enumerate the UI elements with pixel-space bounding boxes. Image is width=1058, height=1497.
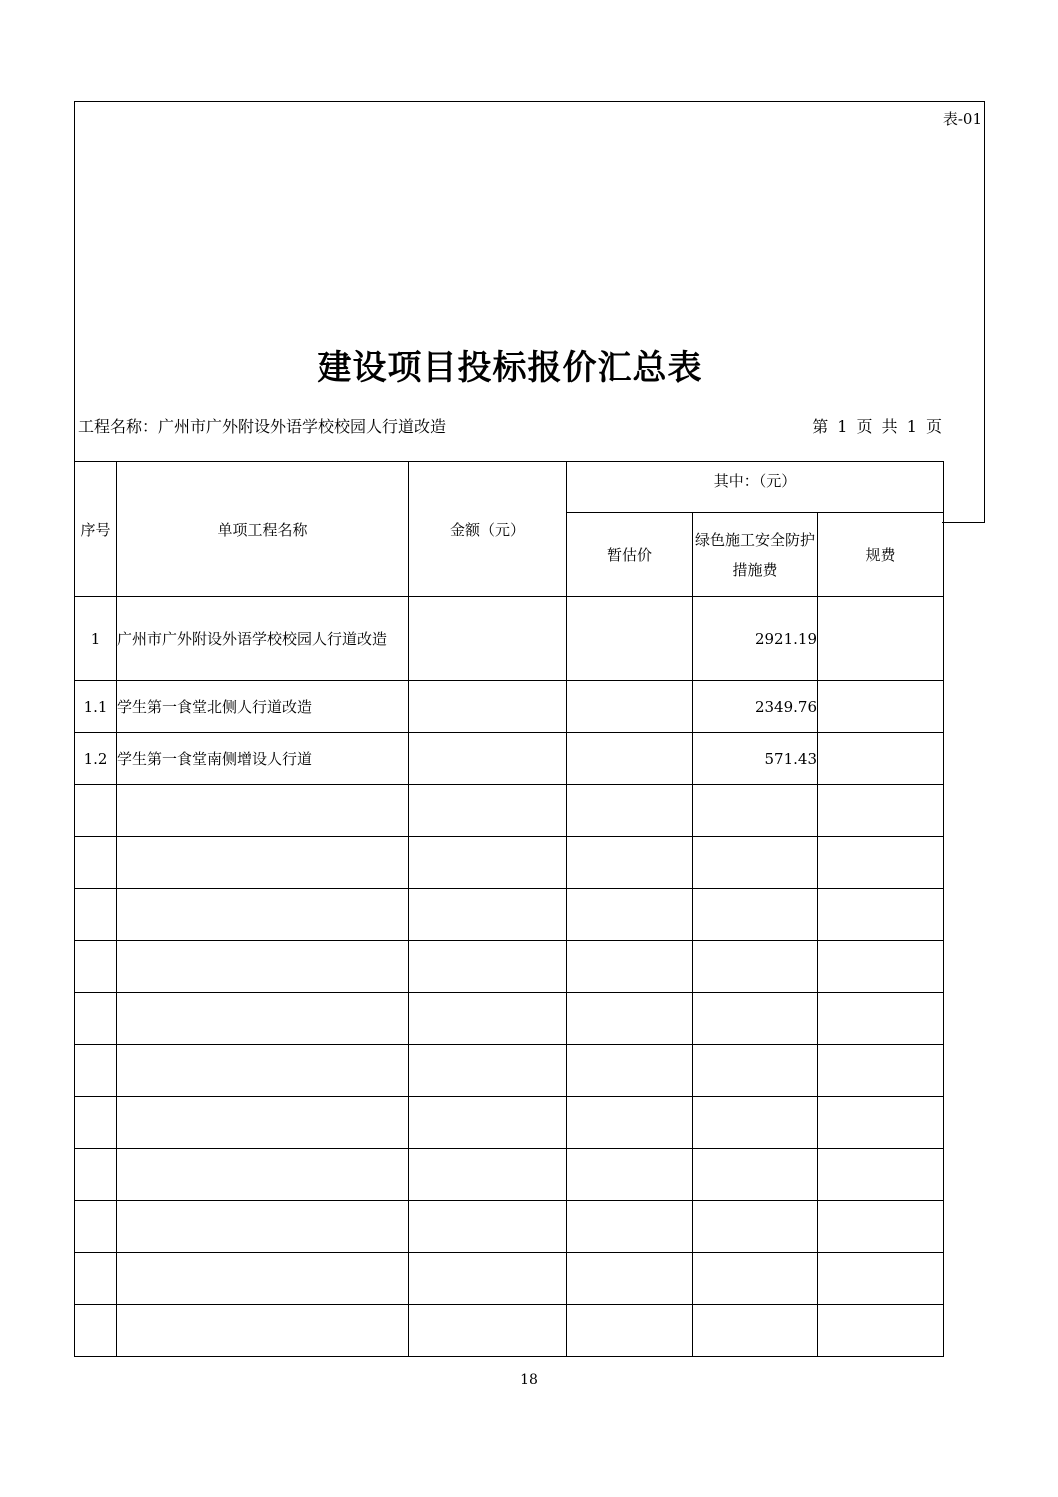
header-green-safety: 绿色施工安全防护措施费 [693,513,818,597]
cell-name [117,889,409,941]
cell-fees [818,785,944,837]
cell-green-safety [693,1201,818,1253]
cell-name [117,1097,409,1149]
cell-provisional [567,1045,693,1097]
cell-fees [818,1305,944,1357]
cell-fees [818,1201,944,1253]
header-provisional: 暂估价 [567,513,693,597]
cell-seq [75,785,117,837]
cell-provisional [567,597,693,681]
cell-green-safety [693,993,818,1045]
table-row [75,733,944,785]
cell-provisional [567,1305,693,1357]
cell-green-safety [693,1045,818,1097]
cell-green-safety [693,785,818,837]
cell-green-safety [693,1305,818,1357]
cell-fees [818,681,944,733]
cell-provisional [567,733,693,785]
cell-fees [818,733,944,785]
cell-amount [409,837,567,889]
cell-green-safety [693,837,818,889]
table-row-empty [75,993,944,1045]
cell-seq [75,1149,117,1201]
cell-green-safety: 571.43 [693,733,818,785]
table-row-empty [75,785,944,837]
header-of-which: 其中：（元） [567,462,944,513]
table-row-empty [75,1045,944,1097]
cell-provisional [567,993,693,1045]
cell-seq [75,1045,117,1097]
document-frame [74,101,985,523]
table-row-empty [75,1201,944,1253]
cell-seq: 1.2 [75,733,117,785]
cell-fees [818,837,944,889]
cell-seq [75,993,117,1045]
cell-provisional [567,681,693,733]
cell-seq [75,1097,117,1149]
cell-amount [409,1201,567,1253]
cell-green-safety [693,1097,818,1149]
cell-fees [818,941,944,993]
cell-amount [409,1305,567,1357]
table-row-empty [75,1149,944,1201]
cell-seq [75,1305,117,1357]
cell-amount [409,1149,567,1201]
cell-green-safety [693,889,818,941]
cell-seq [75,1201,117,1253]
cell-name [117,1045,409,1097]
page-title: 建设项目投标报价汇总表 [317,348,703,388]
header-seq: 序号 [75,462,117,597]
cell-amount [409,1097,567,1149]
table-row [75,597,944,681]
cell-name [117,837,409,889]
cell-name [117,1253,409,1305]
cell-name [117,1201,409,1253]
header-name: 单项工程名称 [117,462,409,597]
cell-fees [818,1045,944,1097]
cell-seq [75,889,117,941]
cell-amount [409,993,567,1045]
cell-green-safety: 2921.19 [693,597,818,681]
header-fees: 规费 [818,513,944,597]
cell-seq [75,837,117,889]
summary-table [74,461,944,1357]
cell-fees [818,1097,944,1149]
table-row-empty [75,1253,944,1305]
cell-name [117,1149,409,1201]
cell-amount [409,681,567,733]
project-name: 工程名称：广州市广外附设外语学校校园人行道改造 [78,417,447,436]
cell-name: 广州市广外附设外语学校校园人行道改造 [117,597,409,681]
cell-green-safety [693,1253,818,1305]
frame-divider [942,522,985,523]
cell-name: 学生第一食堂北侧人行道改造 [117,681,409,733]
header-amount: 金额（元） [409,462,567,597]
cell-green-safety [693,941,818,993]
cell-amount [409,785,567,837]
cell-amount [409,941,567,993]
cell-name: 学生第一食堂南侧增设人行道 [117,733,409,785]
cell-name [117,941,409,993]
cell-green-safety: 2349.76 [693,681,818,733]
cell-fees [818,1149,944,1201]
cell-name [117,993,409,1045]
table-row-empty [75,837,944,889]
cell-seq [75,941,117,993]
cell-provisional [567,1201,693,1253]
table-row-empty [75,1097,944,1149]
table-code: 表-01 [942,110,982,128]
cell-provisional [567,889,693,941]
page-info: 第 1 页 共 1 页 [812,417,942,436]
table-body [75,597,944,1357]
table-row-empty [75,889,944,941]
cell-provisional [567,837,693,889]
table-row-empty [75,1305,944,1357]
cell-name [117,785,409,837]
cell-fees [818,889,944,941]
cell-provisional [567,1253,693,1305]
cell-fees [818,597,944,681]
cell-amount [409,1045,567,1097]
cell-provisional [567,941,693,993]
cell-amount [409,889,567,941]
cell-name [117,1305,409,1357]
cell-amount [409,1253,567,1305]
cell-provisional [567,1149,693,1201]
page-number: 18 [520,1372,538,1388]
cell-seq: 1 [75,597,117,681]
cell-amount [409,733,567,785]
table-row-empty [75,941,944,993]
cell-fees [818,1253,944,1305]
cell-provisional [567,1097,693,1149]
cell-amount [409,597,567,681]
cell-seq: 1.1 [75,681,117,733]
cell-fees [818,993,944,1045]
cell-green-safety [693,1149,818,1201]
cell-seq [75,1253,117,1305]
table-row [75,681,944,733]
cell-provisional [567,785,693,837]
